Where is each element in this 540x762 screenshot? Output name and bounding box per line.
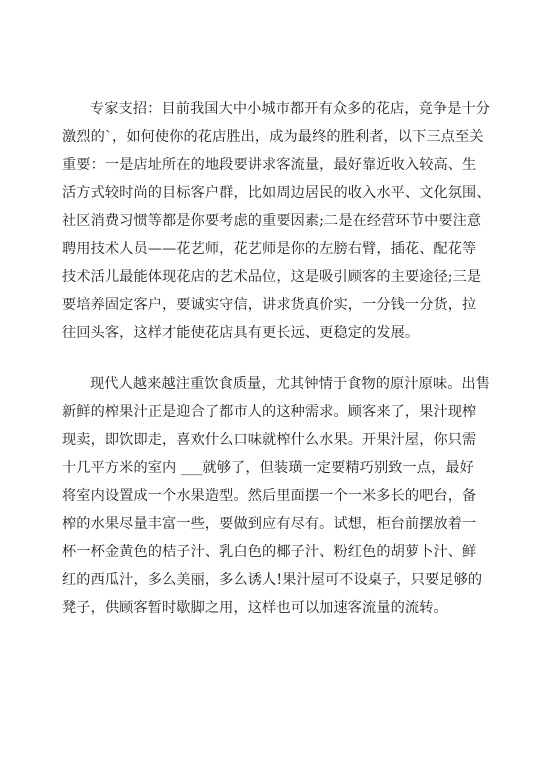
text-line: 凳子，供顾客暂时歇脚之用，这样也可以加速客流量的流转。 bbox=[62, 600, 448, 616]
text-line: 重要：一是店址所在的地段要讲求客流量，最好靠近收入较高、生 bbox=[62, 157, 477, 173]
paragraph-expert-advice bbox=[62, 95, 491, 347]
text-line: 红的西瓜汁，多么美丽，多么诱人!果汁屋可不设桌子，只要足够的 bbox=[62, 572, 483, 588]
text-line: 技术活儿最能体现花店的艺术品位，这是吸引顾客的主要途径;三是 bbox=[62, 269, 482, 285]
text-line: 社区消费习惯等都是你要考虑的重要因素;二是在经营环节中要注意 bbox=[62, 213, 482, 229]
text-line: 现卖，即饮即走，喜欢什么口味就榨什么水果。开果汁屋，你只需 bbox=[62, 432, 477, 448]
text-line: 活方式较时尚的目标客户群，比如周边居民的收入水平、文化氛围、 bbox=[62, 185, 491, 201]
text-line: 杯一杯金黄色的桔子汁、乳白色的椰子汁、粉红色的胡萝卜汁、鲜 bbox=[62, 544, 477, 560]
text-line: 专家支招：目前我国大中小城市都开有众多的花店，竞争是十分 bbox=[90, 101, 491, 117]
text-line: 十几平方米的室内 ___就够了，但装璜一定要精巧别致一点，最好 bbox=[62, 460, 474, 476]
text-line: 榨的水果尽量丰富一些，要做到应有尽有。试想，柜台前摆放着一 bbox=[62, 516, 477, 532]
text-line: 要培养固定客户，要诚实守信，讲求货真价实，一分钱一分货，拉 bbox=[62, 297, 477, 313]
text-line: 现代人越来越注重饮食质量，尤其钟情于食物的原汁原味。出售 bbox=[90, 376, 491, 392]
text-line: 往回头客，这样才能使花店具有更长远、更稳定的发展。 bbox=[62, 325, 420, 341]
text-line: 激烈的`，如何使你的花店胜出，成为最终的胜利者，以下三点至关 bbox=[62, 129, 484, 145]
paragraph-juice-shop bbox=[62, 370, 491, 622]
text-line: 新鲜的榨果汁正是迎合了都市人的这种需求。顾客来了，果汁现榨 bbox=[62, 404, 477, 420]
text-line: 聘用技术人员——花艺师，花艺师是你的左膀右臂，插花、配花等 bbox=[62, 241, 477, 257]
text-line: 将室内设置成一个水果造型。然后里面摆一个一米多长的吧台，备 bbox=[62, 488, 477, 504]
